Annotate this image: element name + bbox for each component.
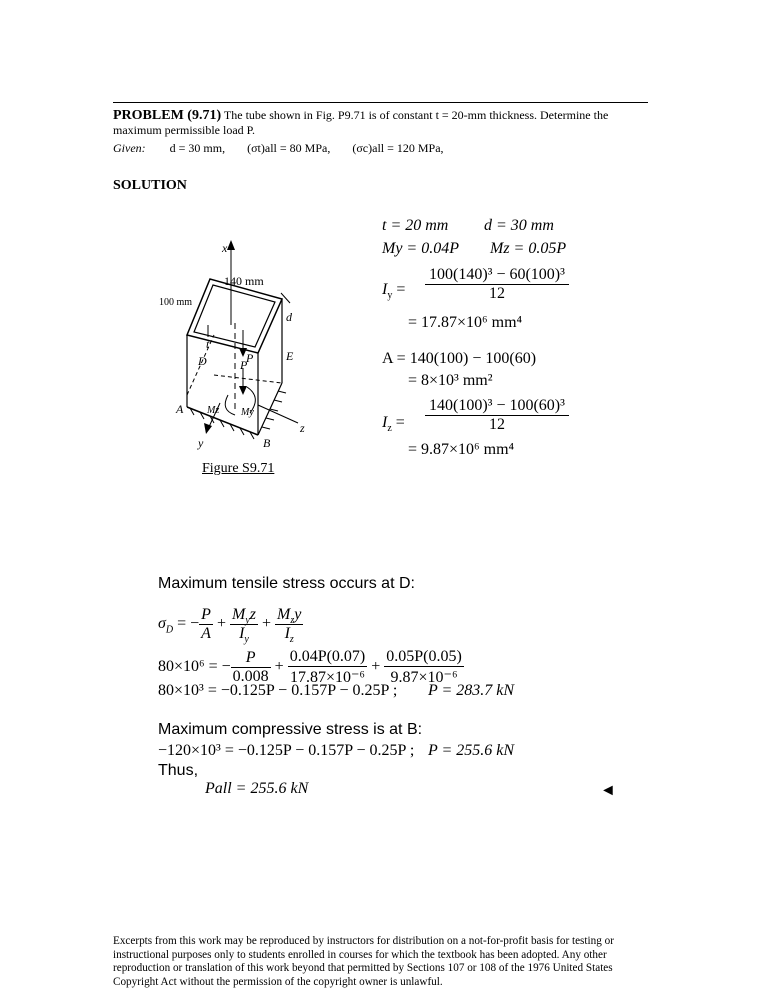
eq-80e6: 80×10⁶ = − $\frac{P}{0.008}$ + $\frac{0.04P(0.07)}{\text{17.87×10⁻⁶}}$ + $\frac{0.05P(0.05)}{\text{9.87×10⁻⁶}}$	[158, 648, 462, 686]
label-p-top: P	[246, 351, 254, 365]
eq-iy-lhs: $I_y$ =	[382, 281, 406, 302]
eq2-f3-num: 0.05P(0.05)	[386, 648, 462, 665]
label-d: d	[286, 310, 292, 324]
label-A: A	[176, 402, 184, 416]
eq-80e3-result: P = 283.7 kN	[428, 682, 515, 699]
z-axis	[258, 405, 298, 423]
label-dim100: 100 mm	[159, 297, 193, 308]
eq-iy-num: 100(140)³ − 60(100)³	[425, 266, 569, 285]
label-x: x	[222, 241, 228, 255]
eq-iy-frac	[425, 266, 569, 303]
label-Mz: Mz	[207, 405, 220, 416]
top-rule	[113, 102, 648, 103]
eq2-f2-num: 0.04P(0.07)	[289, 648, 366, 665]
eq-80e3: 80×10³ = −0.125P − 0.157P − 0.25P ;	[158, 682, 398, 699]
given-d: d = 30 mm,	[169, 141, 226, 155]
copyright-footer: Excerpts from this work may be reproduced by instructors for distribution on a not-for-profit basis for testing or instructional purposes only to students enrolled in courses for which the textbook has been adopted. Any other reproduction or translation of this work beyond that permitted by Sections 107 or 108 of the 1976 United States Copyright Act without the permission of the copyright owner is unlawful.	[113, 935, 614, 988]
solution-heading: SOLUTION	[113, 178, 187, 193]
problem-text: The tube shown in Fig. P9.71 is of constant t = 20-mm thickness. Determine the maximum permissible load P.	[113, 108, 609, 137]
end-marker: ◄	[600, 782, 616, 799]
thus-label: Thus,	[158, 762, 199, 779]
figure-caption: Figure S9.71	[202, 461, 275, 476]
eq-iy-val: = 17.87×10⁶ mm⁴	[408, 314, 523, 331]
eq-area-2: = 8×10³ mm²	[408, 372, 493, 389]
eq-iz-den: 12	[488, 416, 505, 433]
label-p-mid: P	[240, 358, 248, 372]
problem-statement	[113, 108, 653, 138]
eq2-f2-den: 17.87×10⁻⁶	[289, 669, 365, 686]
y-axis-arrow	[204, 423, 212, 434]
x-axis-arrow	[227, 240, 235, 250]
eq-iz-num: 140(100)³ − 100(60)³	[425, 397, 569, 416]
eq-sigma-d: $\sigma_D$ = − $\frac{P}{A}$ + $\frac{M_yz}{I_y}$ + $\frac{M_zy}{I_z}$	[158, 606, 302, 646]
hidden-line-2	[214, 375, 282, 383]
eq-t: t = 20 mm	[382, 217, 449, 234]
label-dim140: 140 mm	[224, 274, 264, 288]
moment-mz-arc	[225, 395, 235, 415]
base-hatching	[190, 391, 286, 439]
given-sigma-t: (σt)all = 80 MPa,	[247, 141, 331, 155]
label-y: y	[198, 436, 204, 450]
given-label: Given:	[113, 141, 146, 155]
compressive-heading: Maximum compressive stress is at B:	[158, 721, 423, 738]
eq-80e6-lhs: 80×10⁶ = −	[158, 658, 231, 676]
eq-iz-lhs: $I_z$ =	[382, 414, 405, 435]
eq-mz: Mz = 0.05P	[490, 240, 567, 257]
eq2-f1-den: 0.008	[232, 668, 269, 685]
eq-d: d = 30 mm	[484, 217, 554, 234]
tensile-heading: Maximum tensile stress occurs at D:	[158, 575, 415, 592]
label-D: D	[198, 354, 207, 368]
eq-iz-frac	[425, 397, 569, 434]
eq-iz-val: = 9.87×10⁶ mm⁴	[408, 441, 515, 458]
label-t: t	[206, 337, 210, 351]
eq2-f1-num: P	[231, 649, 271, 668]
label-E: E	[286, 349, 294, 363]
eq-120e3-result: P = 255.6 kN	[428, 742, 515, 759]
load-arrow-mid-head	[239, 386, 247, 395]
tube-figure	[150, 235, 325, 460]
eq2-f3-den: 9.87×10⁻⁶	[390, 669, 458, 686]
eq-area-1: A = 140(100) − 100(60)	[382, 350, 537, 367]
final-answer: Pall = 255.6 kN	[205, 780, 309, 797]
problem-heading: PROBLEM (9.71)	[113, 108, 222, 123]
label-My: My	[241, 407, 254, 418]
eq-iy-den: 12	[488, 285, 505, 302]
label-B: B	[263, 436, 271, 450]
given-line	[113, 141, 444, 156]
given-sigma-c: (σc)all = 120 MPa,	[352, 141, 444, 155]
eq-my: My = 0.04P	[382, 240, 459, 257]
label-z: z	[300, 421, 305, 435]
eq-120e3: −120×10³ = −0.125P − 0.157P − 0.25P ;	[158, 742, 415, 759]
